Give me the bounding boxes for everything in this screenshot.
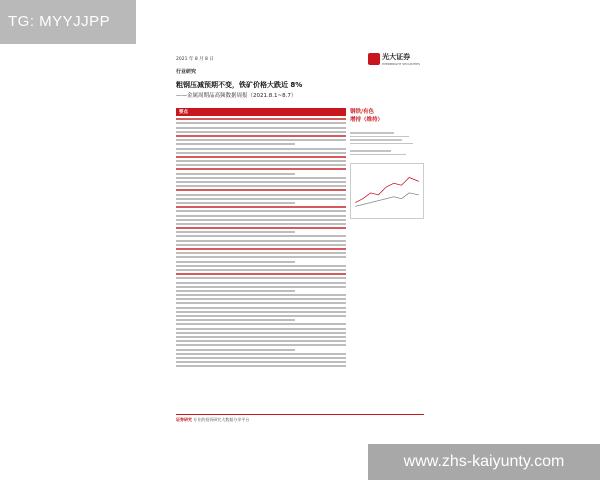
report-title: 粗钢压减预期不变，铁矿价格大跌近 8% (176, 81, 303, 89)
text-line (176, 118, 346, 120)
analyst-line (350, 139, 402, 141)
text-line (176, 298, 346, 300)
footer-text: 专业的投资研究大数据分享平台 (193, 417, 250, 422)
text-line (176, 353, 346, 355)
text-line (176, 294, 346, 296)
rating-label: 增持（维持） (350, 117, 384, 123)
text-line (176, 269, 346, 271)
text-line (176, 344, 346, 346)
text-line (176, 156, 346, 158)
text-line (176, 143, 295, 145)
report-category: 行业研究 (176, 69, 197, 75)
text-line (176, 160, 346, 162)
text-line (176, 340, 346, 342)
text-line (176, 223, 346, 225)
text-line (176, 328, 346, 330)
report-footer (176, 414, 424, 423)
text-line (176, 168, 346, 170)
text-line (176, 336, 346, 338)
watermark-bottom: www.zhs-kaiyunty.com (368, 444, 600, 480)
text-line (176, 323, 346, 325)
text-line (176, 173, 295, 175)
text-line (176, 231, 295, 233)
text-line (176, 282, 346, 284)
text-line (176, 215, 346, 217)
text-line (176, 139, 346, 141)
text-line (176, 248, 346, 250)
text-line (176, 189, 346, 191)
text-line (176, 311, 346, 313)
text-line (176, 319, 295, 321)
text-line (176, 261, 295, 263)
text-line (176, 265, 346, 267)
text-line (176, 277, 346, 279)
chart-bg (351, 164, 422, 218)
analyst-line (350, 154, 406, 156)
text-line (176, 127, 346, 129)
text-line (176, 202, 295, 204)
text-line (176, 164, 346, 166)
text-line (176, 332, 346, 334)
footer-brand: 证券研究 (176, 417, 192, 422)
text-line (176, 148, 346, 150)
text-line (176, 194, 346, 196)
text-line (176, 181, 346, 183)
text-line (176, 273, 346, 275)
text-line (176, 256, 346, 258)
report-date: 2021 年 8 月 8 日 (176, 57, 214, 62)
report-subtitle: ——金属周期品高频数据周报（2021.8.1~8.7） (176, 93, 297, 99)
text-line (176, 206, 346, 208)
logo-name: 光大证券 (382, 53, 411, 61)
text-line (176, 307, 346, 309)
analyst-line (350, 132, 394, 134)
text-line (176, 365, 346, 367)
main-body (176, 108, 346, 369)
analyst-line (350, 143, 413, 145)
report-page (172, 44, 428, 444)
text-line (176, 198, 346, 200)
text-line (176, 135, 346, 137)
text-line (176, 227, 346, 229)
text-line (176, 252, 346, 254)
text-line (176, 122, 346, 124)
text-line (176, 177, 346, 179)
sidebar (350, 108, 424, 223)
text-line (176, 235, 346, 237)
text-line (176, 244, 346, 246)
text-line (176, 240, 346, 242)
text-line (176, 131, 346, 133)
text-line (176, 349, 295, 351)
text-line (176, 302, 346, 304)
text-line (176, 286, 346, 288)
logo-icon (368, 53, 380, 65)
analyst-line (350, 136, 409, 138)
brand-logo (368, 52, 420, 66)
section-header: 要点 (176, 108, 346, 116)
text-line (176, 357, 346, 359)
body-text-lines (176, 118, 346, 367)
text-line (176, 361, 346, 363)
text-line (176, 185, 346, 187)
price-trend-chart (350, 163, 424, 219)
industry-label: 钢铁/有色 (350, 109, 375, 115)
text-line (176, 210, 346, 212)
text-line (176, 315, 346, 317)
text-line (176, 290, 295, 292)
logo-sub: EVERBRIGHT SECURITIES (382, 62, 420, 66)
text-line (176, 152, 346, 154)
analyst-line (350, 150, 391, 152)
watermark-top: TG: MYYJJPP (0, 0, 136, 44)
text-line (176, 219, 346, 221)
